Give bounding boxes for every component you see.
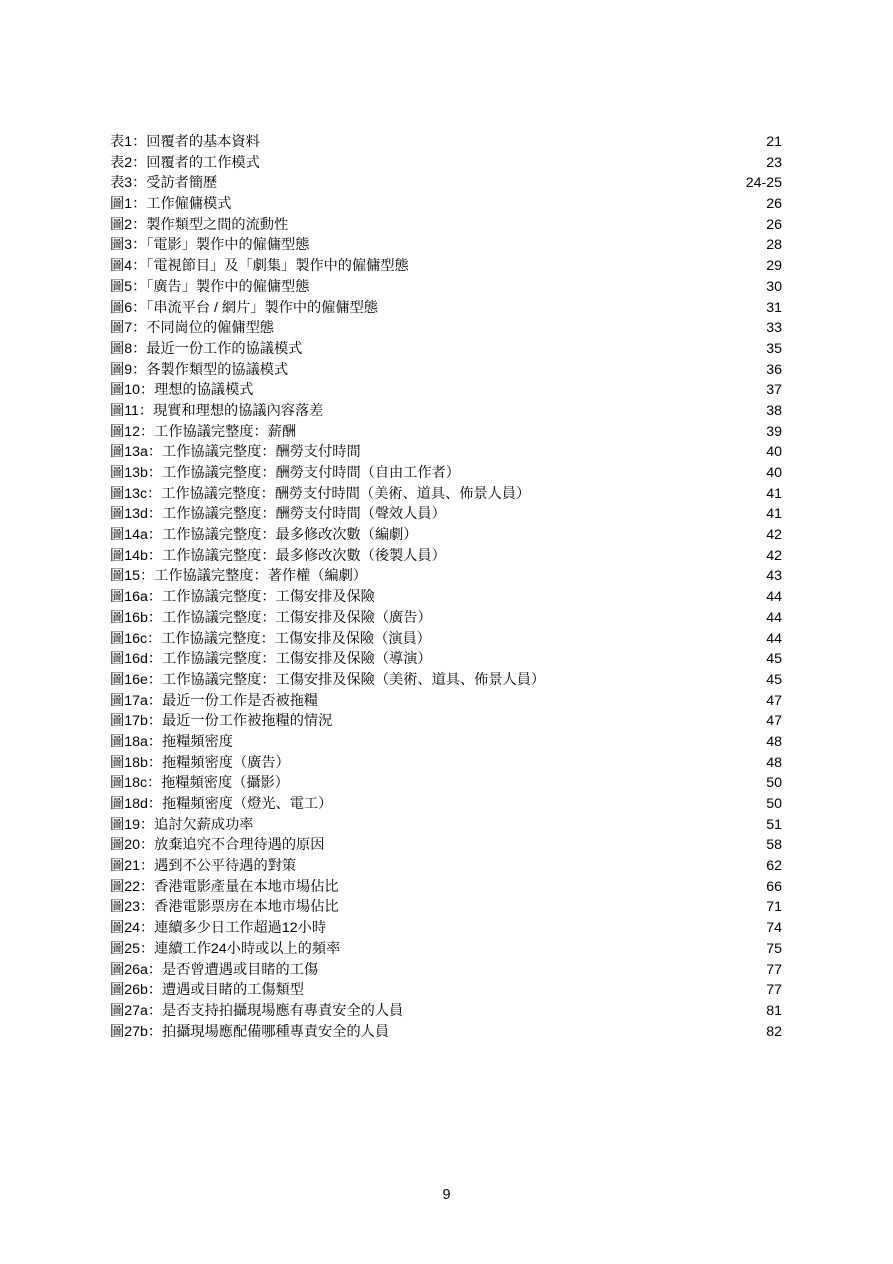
toc-entry-title: 圖27a：是否支持拍攝現場應有專責安全的人員 — [110, 1002, 404, 1019]
toc-entry-title: 圖1：工作僱傭模式 — [110, 196, 232, 213]
toc-entry-page: 40 — [766, 444, 782, 461]
toc-entry — [110, 442, 782, 463]
toc-entry — [110, 629, 782, 650]
toc-entry-title: 圖14a：工作協議完整度：最多修改次數（編劇） — [110, 527, 418, 544]
toc-entry-title: 圖4：「電視節目」及「劇集」製作中的僱傭型態 — [110, 258, 409, 275]
toc-entry-page: 43 — [766, 568, 782, 585]
toc-entry — [110, 753, 782, 774]
toc-entry-title: 圖24：連續多少日工作超過12小時 — [110, 920, 327, 937]
toc-entry — [110, 918, 782, 939]
toc-entry-page: 42 — [766, 527, 782, 544]
toc-entry-title: 表1：回覆者的基本資料 — [110, 134, 260, 150]
toc-entry-page: 23 — [766, 154, 782, 171]
toc-entry-title: 圖18d：拖糧頻密度（燈光、電工） — [110, 796, 333, 812]
toc-entry-page: 33 — [766, 320, 782, 337]
toc-entry — [110, 566, 782, 587]
toc-entry-title: 圖26b：遭遇或目睹的工傷類型 — [110, 982, 304, 999]
toc-entry-title: 圖21：遇到不公平待遇的對策 — [110, 858, 297, 875]
toc-entry — [110, 132, 782, 153]
toc-entry-page: 50 — [766, 775, 782, 792]
toc-entry-page: 28 — [766, 237, 782, 254]
toc-entry — [110, 504, 782, 525]
toc-entry-page: 50 — [766, 796, 782, 812]
toc-entry-title: 圖16c：工作協議完整度：工傷安排及保險（演員） — [110, 630, 431, 647]
toc-entry — [110, 194, 782, 215]
toc-entry — [110, 732, 782, 753]
toc-entry-title: 圖16e：工作協議完整度：工傷安排及保險（美術、道具、佈景人員） — [110, 671, 546, 688]
toc-entry — [110, 794, 782, 815]
toc-entry-page: 47 — [766, 713, 782, 730]
toc-entry — [110, 298, 782, 319]
toc-entry-page: 21 — [766, 134, 782, 150]
toc-entry-title: 圖13d：工作協議完整度：酬勞支付時間（聲效人員） — [110, 506, 446, 523]
toc-entry-page: 38 — [766, 402, 782, 419]
toc-entry-page: 77 — [766, 982, 782, 999]
toc-entry-title: 圖14b：工作協議完整度：最多修改次數（後製人員） — [110, 547, 446, 564]
toc-entry-page: 37 — [766, 382, 782, 399]
toc-entry — [110, 380, 782, 401]
toc-entry — [110, 1001, 782, 1022]
toc-entry — [110, 691, 782, 712]
toc-entry-page: 30 — [766, 278, 782, 295]
toc-entry — [110, 711, 782, 732]
toc-entry-page: 44 — [766, 630, 782, 647]
toc-entry-title: 圖7：不同崗位的僱傭型態 — [110, 320, 274, 337]
toc-entry-title: 圖10：理想的協議模式 — [110, 382, 254, 399]
toc-entry — [110, 360, 782, 381]
toc-entry-title: 圖27b：拍攝現場應配備哪種專責安全的人員 — [110, 1023, 390, 1040]
toc-entry-title: 圖11：現實和理想的協議內容落差 — [110, 402, 324, 419]
toc-entry — [110, 670, 782, 691]
toc-entry — [110, 173, 782, 194]
toc-entry — [110, 215, 782, 236]
toc-entry — [110, 1022, 782, 1043]
toc-entry-title: 圖18b：拖糧頻密度（廣告） — [110, 754, 290, 771]
table-of-figures — [110, 132, 782, 1042]
toc-entry-title: 圖6：「串流平台 / 網片」製作中的僱傭型態 — [110, 299, 378, 316]
toc-entry-title: 圖22：香港電影產量在本地市場佔比 — [110, 878, 339, 895]
toc-entry-page: 51 — [766, 816, 782, 833]
page-number: 9 — [442, 1187, 451, 1203]
toc-entry-page: 71 — [766, 899, 782, 916]
toc-entry-title: 圖13c：工作協議完整度：酬勞支付時間（美術、道具、佈景人員） — [110, 485, 531, 502]
toc-entry-page: 36 — [766, 361, 782, 378]
toc-entry — [110, 339, 782, 360]
toc-entry-title: 圖25：連續工作24小時或以上的頻率 — [110, 940, 341, 957]
toc-entry-page: 75 — [766, 940, 782, 957]
toc-entry-page: 35 — [766, 340, 782, 357]
toc-entry — [110, 608, 782, 629]
toc-entry-page: 44 — [766, 589, 782, 606]
toc-entry — [110, 649, 782, 670]
toc-entry-title: 圖20：放棄追究不合理待遇的原因 — [110, 837, 325, 854]
toc-entry — [110, 897, 782, 918]
toc-entry-page: 58 — [766, 837, 782, 854]
toc-entry — [110, 256, 782, 277]
toc-entry-title: 圖16a：工作協議完整度：工傷安排及保險 — [110, 589, 375, 606]
toc-entry-page: 82 — [766, 1023, 782, 1040]
toc-entry — [110, 546, 782, 567]
toc-entry — [110, 877, 782, 898]
toc-entry — [110, 153, 782, 174]
toc-entry-title: 圖18a：拖糧頻密度 — [110, 733, 233, 750]
toc-entry-title: 圖18c：拖糧頻密度（攝影） — [110, 775, 289, 792]
toc-entry-title: 圖17b：最近一份工作被拖糧的情況 — [110, 713, 333, 730]
toc-entry — [110, 525, 782, 546]
toc-entry — [110, 960, 782, 981]
toc-entry-page: 45 — [766, 651, 782, 668]
toc-entry — [110, 587, 782, 608]
toc-entry-title: 圖16d：工作協議完整度：工傷安排及保險（導演） — [110, 651, 432, 668]
toc-entry — [110, 856, 782, 877]
toc-entry-page: 41 — [766, 485, 782, 502]
toc-entry-title: 表2：回覆者的工作模式 — [110, 154, 260, 171]
toc-entry — [110, 401, 782, 422]
toc-entry-title: 表3：受訪者簡歷 — [110, 175, 218, 192]
toc-entry — [110, 463, 782, 484]
toc-entry-title: 圖17a：最近一份工作是否被拖糧 — [110, 692, 319, 709]
toc-entry — [110, 318, 782, 339]
toc-entry-page: 62 — [766, 858, 782, 875]
toc-entry-page: 42 — [766, 547, 782, 564]
toc-entry — [110, 277, 782, 298]
toc-entry-page: 24-25 — [745, 175, 782, 192]
toc-entry-page: 29 — [766, 258, 782, 275]
toc-entry — [110, 835, 782, 856]
toc-entry — [110, 484, 782, 505]
toc-entry-page: 66 — [766, 878, 782, 895]
toc-entry — [110, 422, 782, 443]
toc-entry-page: 45 — [766, 671, 782, 688]
toc-entry-page: 47 — [766, 692, 782, 709]
toc-entry-page: 48 — [766, 754, 782, 771]
toc-entry-page: 48 — [766, 733, 782, 750]
toc-entry-title: 圖19：追討欠薪成功率 — [110, 816, 254, 833]
toc-entry-page: 44 — [766, 609, 782, 626]
toc-entry-title: 圖13b：工作協議完整度：酬勞支付時間（自由工作者） — [110, 465, 460, 481]
toc-entry-page: 39 — [766, 423, 782, 440]
toc-entry-title: 圖2：製作類型之間的流動性 — [110, 216, 289, 233]
toc-entry-page: 31 — [766, 299, 782, 316]
toc-entry-page: 77 — [766, 961, 782, 978]
toc-entry-page: 81 — [766, 1002, 782, 1019]
toc-entry-page: 41 — [766, 506, 782, 523]
toc-entry-title: 圖12：工作協議完整度：薪酬 — [110, 423, 297, 440]
toc-entry-title: 圖16b：工作協議完整度：工傷安排及保險（廣告） — [110, 609, 432, 626]
toc-entry-title: 圖5：「廣告」製作中的僱傭型態 — [110, 278, 310, 295]
toc-entry — [110, 773, 782, 794]
toc-entry-page: 26 — [766, 196, 782, 213]
toc-entry-title: 圖9：各製作類型的協議模式 — [110, 361, 289, 378]
toc-entry-page: 74 — [766, 920, 782, 937]
toc-entry — [110, 815, 782, 836]
toc-entry-title: 圖15：工作協議完整度：著作權（編劇） — [110, 568, 367, 585]
toc-entry-page: 26 — [766, 216, 782, 233]
toc-entry-page: 40 — [766, 465, 782, 481]
toc-entry-title: 圖8：最近一份工作的協議模式 — [110, 340, 303, 357]
toc-entry-title: 圖3：「電影」製作中的僱傭型態 — [110, 237, 310, 254]
toc-entry — [110, 980, 782, 1001]
toc-entry — [110, 235, 782, 256]
toc-entry-title: 圖23：香港電影票房在本地市場佔比 — [110, 899, 339, 916]
toc-entry — [110, 939, 782, 960]
toc-entry-title: 圖26a：是否曾遭遇或目睹的工傷 — [110, 961, 319, 978]
toc-entry-title: 圖13a：工作協議完整度：酬勞支付時間 — [110, 444, 361, 461]
